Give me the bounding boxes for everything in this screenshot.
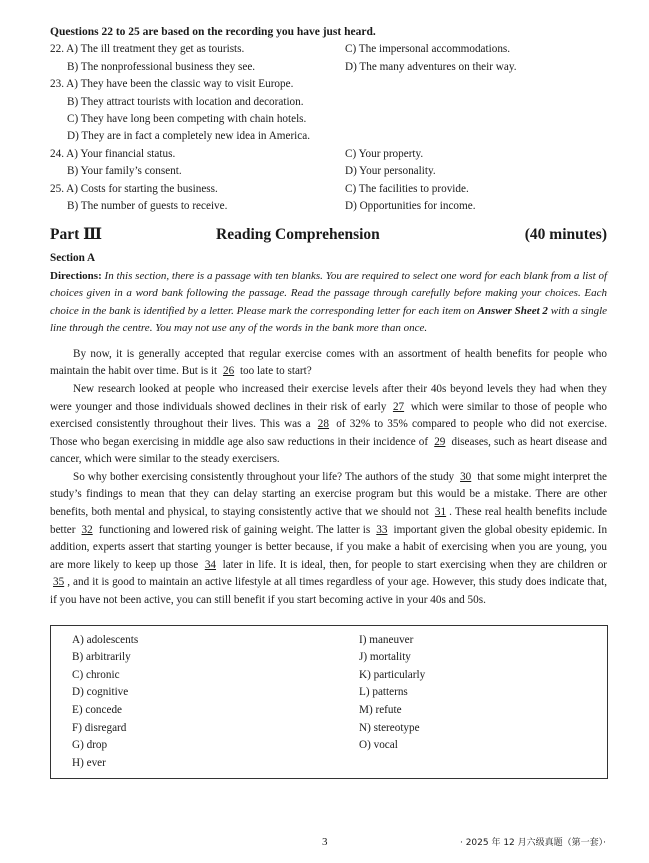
page-footer xyxy=(0,834,649,852)
blank-27: 27 xyxy=(392,400,405,413)
word-bank-item: J) mortality xyxy=(359,651,411,664)
blank-32: 32 xyxy=(81,523,93,536)
word-bank-item: K) particularly xyxy=(359,668,426,681)
blank-26: 26 xyxy=(222,365,235,378)
word-bank-item: O) vocal xyxy=(359,739,398,752)
word-bank-item: L) patterns xyxy=(359,686,408,699)
part-label: Part Ⅲ xyxy=(50,226,103,244)
listening-heading: Questions 22 to 25 are based on the recording you have just heard. xyxy=(50,26,376,38)
answer-sheet-ref: Answer Sheet 2 xyxy=(477,304,548,317)
question-22-option-c: C) The impersonal accommodations. xyxy=(345,43,511,56)
paragraph-3: So why bother exercising consistently throughout your life? The authors of the study 30 that some might interpret the study’s findings to mean that they can delay starting an exercise program but this would be a mistake. There are other benefits, both mental and physical, to staying consistently active that we should not 31 . These real health benefits include better 32 functioning and lowered risk of gaining weight. The latter is 33 important given the global obesity epidemic. In addition, experts assert that starting younger is better because, if you make a habit of exercising when you are young, you are more likely to keep up those 34 later in life. It is ideal, then, for people to start exercising when they are children or 35 , and it is good to maintain an active lifestyle at all times regardless of your age. However, this study does indicate that, if you have not been active, you can still benefit if you start becoming active in your 40s and 50s. xyxy=(50,470,608,607)
question-24-option-c: C) Your property. xyxy=(345,147,424,160)
word-bank-item: D) cognitive xyxy=(72,686,129,699)
question-22-row-2 xyxy=(50,59,607,76)
question-25-row-2 xyxy=(50,198,607,215)
question-22-option-d: D) The many adventures on their way. xyxy=(345,60,517,73)
directions: Directions: In this section, there is a passage with ten blanks. You are required to select one word for each blank from a list of choices given in a word bank following the passage. Read the passage through carefully before making your choices. Each choice in the bank is identified by a letter. Please mark the corresponding letter for each item on Answer Sheet 2 with a single line through the centre. You may not use any of the words in the bank more than once. xyxy=(50,269,608,335)
blank-29: 29 xyxy=(434,435,446,448)
question-25-option-c: C) The facilities to provide. xyxy=(345,182,469,195)
paragraph-2: New research looked at people who increased their exercise levels after their 40s beyond levels they had when they were younger and those individuals showed declines in their risk of early 27 which were similar to those of people who exercised consistently throughout their lives. This was a 28 of 32% to 35% compared to people who did not exercise. Those who began exercising in middle age also saw reductions in their incidence of 29 diseases, such as heart disease and cancer, which were similar to the steady exercisers. xyxy=(50,382,608,466)
word-bank-item: A) adolescents xyxy=(72,633,139,646)
question-22-option-a: 22. A) The ill treatment they get as tourists. xyxy=(50,43,245,56)
question-23-option-a: 23. A) They have been the classic way to visit Europe. xyxy=(50,78,294,91)
blank-34: 34 xyxy=(204,558,217,571)
word-bank-item: B) arbitrarily xyxy=(72,651,131,664)
word-bank xyxy=(50,625,608,779)
blank-35: 35 xyxy=(53,576,65,589)
word-bank-item: I) maneuver xyxy=(359,633,414,646)
exam-label: · 2025 年 12 月六级真题（第一套）· xyxy=(459,838,606,848)
question-23-option-c: C) They have long been competing with chain hotels. xyxy=(67,112,307,125)
part-title: Reading Comprehension xyxy=(216,226,380,244)
word-bank-item: C) chronic xyxy=(72,668,120,681)
blank-33: 33 xyxy=(376,523,388,536)
blank-30: 30 xyxy=(460,470,472,483)
word-bank-item: F) disregard xyxy=(72,721,127,734)
page-number: 3 xyxy=(322,836,328,848)
word-bank-right-column xyxy=(359,632,425,755)
question-25-row-1 xyxy=(50,181,607,198)
question-24-row-1 xyxy=(50,146,607,163)
word-bank-left-column xyxy=(72,632,138,773)
exam-page xyxy=(50,24,607,779)
word-bank-item: E) concede xyxy=(72,704,122,716)
part-time: (40 minutes) xyxy=(524,226,607,244)
question-22-option-b: B) The nonprofessional business they see. xyxy=(67,60,256,73)
word-bank-item: N) stereotype xyxy=(359,721,420,734)
paragraph-1: By now, it is generally accepted that regular exercise comes with an assortment of health benefits for people who maintain the habit over time. But is it 26 too late to start? xyxy=(50,346,607,381)
directions-label: Directions: xyxy=(50,269,102,282)
question-25-option-b: B) The number of guests to receive. xyxy=(67,199,228,212)
question-25-option-a: 25. A) Costs for starting the business. xyxy=(50,182,218,195)
word-bank-item: G) drop xyxy=(72,739,108,752)
question-23-option-d: D) They are in fact a completely new idea in America. xyxy=(67,130,311,143)
passage xyxy=(50,346,607,610)
question-24-option-d: D) Your personality. xyxy=(345,165,436,178)
section-title: Section A xyxy=(50,252,96,265)
question-22-row-1 xyxy=(50,41,607,58)
blank-28: 28 xyxy=(317,418,329,431)
part-header xyxy=(50,226,607,250)
question-25-option-d: D) Opportunities for income. xyxy=(345,199,476,212)
question-24-option-a: 24. A) Your financial status. xyxy=(50,147,176,160)
word-bank-item: H) ever xyxy=(72,756,106,769)
question-24-option-b: B) Your family’s consent. xyxy=(67,165,182,178)
blank-31: 31 xyxy=(434,506,447,519)
question-23-option-b: B) They attract tourists with location and decoration. xyxy=(67,95,304,108)
question-24-row-2 xyxy=(50,163,607,180)
word-bank-item: M) refute xyxy=(359,704,402,716)
